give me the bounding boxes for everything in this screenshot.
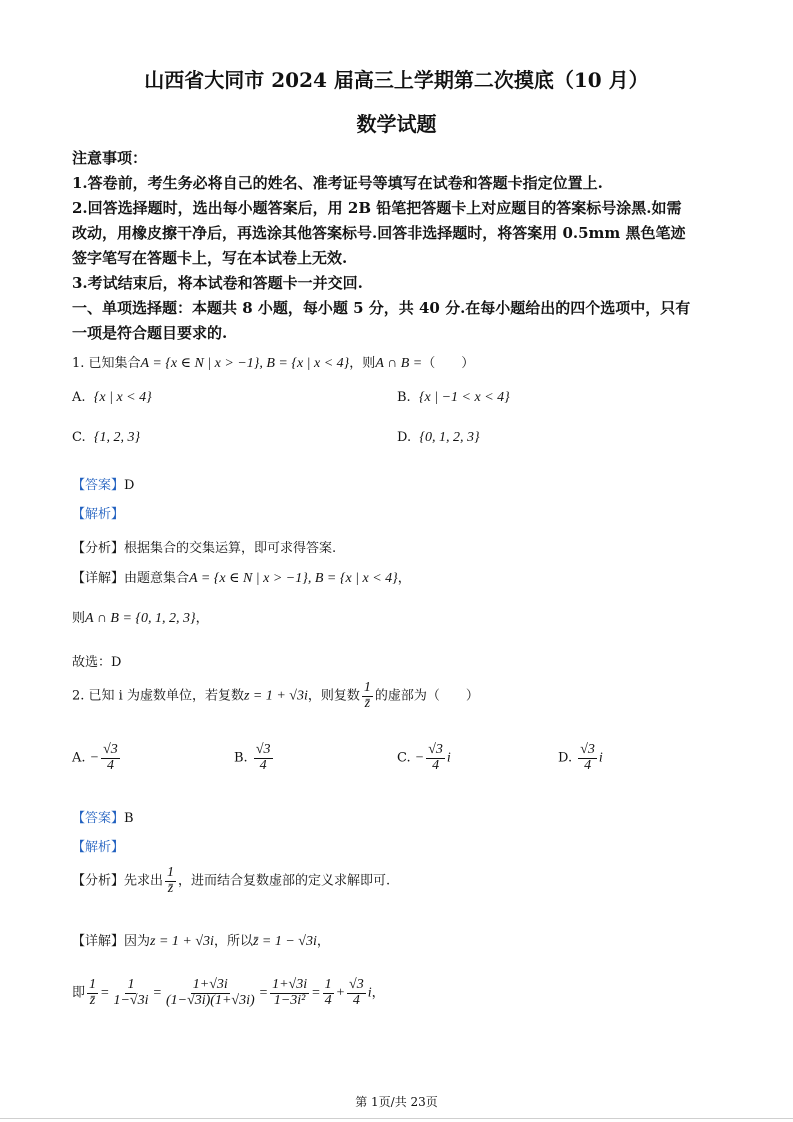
- q2-option-d: D. $\frac{√3}{4}$ i: [558, 742, 603, 773]
- page-title: 山西省大同市 2024 届高三上学期第二次摸底（10 月）: [144, 68, 649, 92]
- q2-stem: 2. 已知 i 为虚数单位，若复数z = 1 + √3i，则复数 $\frac{1}{z̄}$ 的虚部为（ ）: [72, 680, 479, 711]
- note-2-line-3: 签字笔写在答题卡上，写在本试卷上无效.: [72, 249, 348, 267]
- q1-stem: 1. 已知集合A = {x ∈ N | x > −1}, B = {x | x < 4}，则A ∩ B =（ ）: [72, 356, 475, 371]
- q2-derivation: 即 $\frac{1}{z̄}$ = $\frac{1}{1-√3i}$ = $\frac{1+√3i}{(1-√3i)(1+√3i)}$ = $\frac{1+√3i}{\text{1−3i²}}$ = $\frac{1}{4}$ + $\frac{√3}{4}$ i，: [72, 977, 385, 1008]
- q1-answer: 【答案】D: [72, 478, 135, 493]
- note-2-line-1: 2.回答选择题时，选出每小题答案后，用 2B 铅笔把答题卡上对应题目的答案标号涂黑.如需: [72, 199, 682, 217]
- page-bottom-divider: [0, 1118, 793, 1119]
- q1-option-b: B. {x | −1 < x < 4}: [397, 390, 510, 405]
- q2-detail: 【详解】因为z = 1 + √3i，所以z̄ = 1 − √3i，: [72, 934, 330, 949]
- q2-option-c: C. − $\frac{√3}{4}$ i: [397, 742, 451, 773]
- q1-fenxi: 【分析】根据集合的交集运算，即可求得答案.: [72, 541, 337, 556]
- q2-analysis-tag: 【解析】: [72, 840, 125, 855]
- q2-stem-fraction: $\frac{1}{z̄}$: [363, 680, 371, 711]
- q2-option-b: B. $\frac{√3}{4}$: [234, 742, 271, 773]
- notes-heading: 注意事项：: [72, 149, 148, 167]
- note-3: 3.考试结束后，将本试卷和答题卡一并交回.: [72, 274, 363, 292]
- q1-option-d: D. {0, 1, 2, 3}: [397, 430, 480, 445]
- q2-option-a: A. − $\frac{√3}{4}$: [72, 742, 118, 773]
- q2-answer: 【答案】B: [72, 811, 134, 826]
- note-2-line-2: 改动，用橡皮擦干净后，再选涂其他答案标号.回答非选择题时，将答案用 0.5mm 黑色笔迹: [72, 224, 686, 242]
- q1-option-a: A. {x | x < 4}: [72, 390, 152, 405]
- q2-fenxi: 【分析】先求出 $\frac{1}{z̄}$ ，进而结合复数虚部的定义求解即可.: [72, 865, 391, 896]
- q1-analysis-tag: 【解析】: [72, 507, 125, 522]
- page-subtitle: 数学试题: [356, 112, 437, 136]
- q1-option-c: C. {1, 2, 3}: [72, 430, 141, 445]
- q1-choice: 故选：D: [72, 655, 122, 670]
- page-number: 第 1页/共 23页: [355, 1095, 438, 1109]
- section-heading-line-1: 一、单项选择题：本题共 8 小题，每小题 5 分，共 40 分.在每小题给出的四个选项中，只有: [72, 299, 691, 317]
- q1-result: 则A ∩ B = {0, 1, 2, 3}，: [72, 611, 209, 626]
- q1-detail: 【详解】由题意集合A = {x ∈ N | x > −1}, B = {x | x < 4}，: [72, 571, 411, 586]
- section-heading-line-2: 一项是符合题目要求的.: [72, 324, 228, 342]
- note-1: 1.答卷前，考生务必将自己的姓名、准考证号等填写在试卷和答题卡指定位置上.: [72, 174, 603, 192]
